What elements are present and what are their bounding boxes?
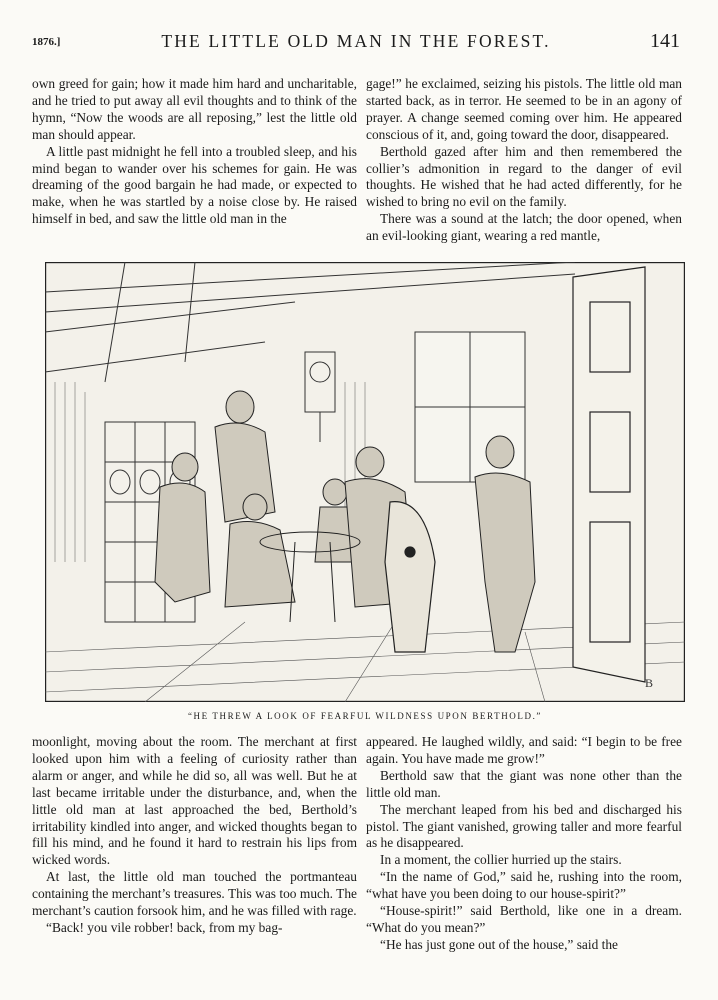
paragraph: At last, the little old man touched the portmanteau containing the merchant’s treasures. This was too much. The merchant’s caution forsook him, and he was filled with rage. — [32, 869, 357, 919]
paragraph: There was a sound at the latch; the door opened, when an evil-looking giant, wearing a red mantle, — [366, 211, 682, 244]
paragraph: In a moment, the collier hurried up the stairs. — [380, 852, 622, 868]
paragraph: Berthold gazed after him and then remembered the collier’s admonition in regard to the danger of evil thoughts. He wished that he had acted differently, for he wished to bring no evil on the family. — [366, 143, 682, 210]
column-top-left — [32, 76, 357, 228]
engraving-illustration — [45, 262, 685, 702]
paragraph: own greed for gain; how it made him hard and uncharitable, and he tried to put away all evil thoughts and to think of the hymn, “Now the woods are all reposing,” lest the little old man should appear. — [32, 76, 357, 142]
paragraph: A little past midnight he fell into a troubled sleep, and his mind began to wander over his schemes for gain. He was dreaming of the good bargain he had made, or expected to make, when he was startled by a noise close by. He raised himself in bed, and saw the little old man in the — [32, 143, 357, 227]
paragraph: gage!” he exclaimed, seizing his pistols. The little old man started back, as in terror. He seemed to be in an agony of prayer. A change seemed coming over him. He appeared conscious of it, and, going toward the door, disappeared. — [366, 76, 682, 142]
illustration-caption: “HE THREW A LOOK OF FEARFUL WILDNESS UPON BERTHOLD.” — [187, 711, 543, 721]
column-bottom-left — [32, 734, 357, 937]
running-title: THE LITTLE OLD MAN IN THE FOREST. — [161, 31, 551, 51]
column-bottom-right — [366, 734, 682, 954]
paragraph: Berthold saw that the giant was none other than the little old man. — [366, 767, 682, 800]
paragraph: The merchant leaped from his bed and discharged his pistol. The giant vanished, growing taller and more fearful as he disappeared. — [366, 801, 682, 851]
paragraph: “He has just gone out of the house,” said the — [380, 936, 618, 952]
artist-monogram: B — [645, 676, 654, 690]
paragraph: “In the name of God,” said he, rushing into the room, “what have you been doing to our house-spirit?” — [366, 869, 682, 902]
paragraph: appeared. He laughed wildly, and said: “I begin to be free again. You have made me grow!” — [366, 734, 682, 766]
page-number: 141 — [650, 30, 680, 52]
issue-date: 1876.] — [32, 36, 61, 48]
paragraph: “House-spirit!” said Berthold, like one in a dream. “What do you mean?” — [366, 903, 682, 935]
paragraph: moonlight, moving about the room. The merchant at first looked upon him with a feeling of curiosity rather than alarm or anger, and while he did so, all was well. But he at last became irritable under the disturbance, and, when the little old man at last approached the bed, Berthold’s irritability kindled into anger, and wicked thoughts began to fill his mind, and he found it hard to restrain his lips from wicked words. — [32, 734, 357, 868]
column-top-right — [366, 76, 682, 245]
paragraph: “Back! you vile robber! back, from my bag- — [46, 919, 283, 935]
running-header — [32, 30, 680, 52]
